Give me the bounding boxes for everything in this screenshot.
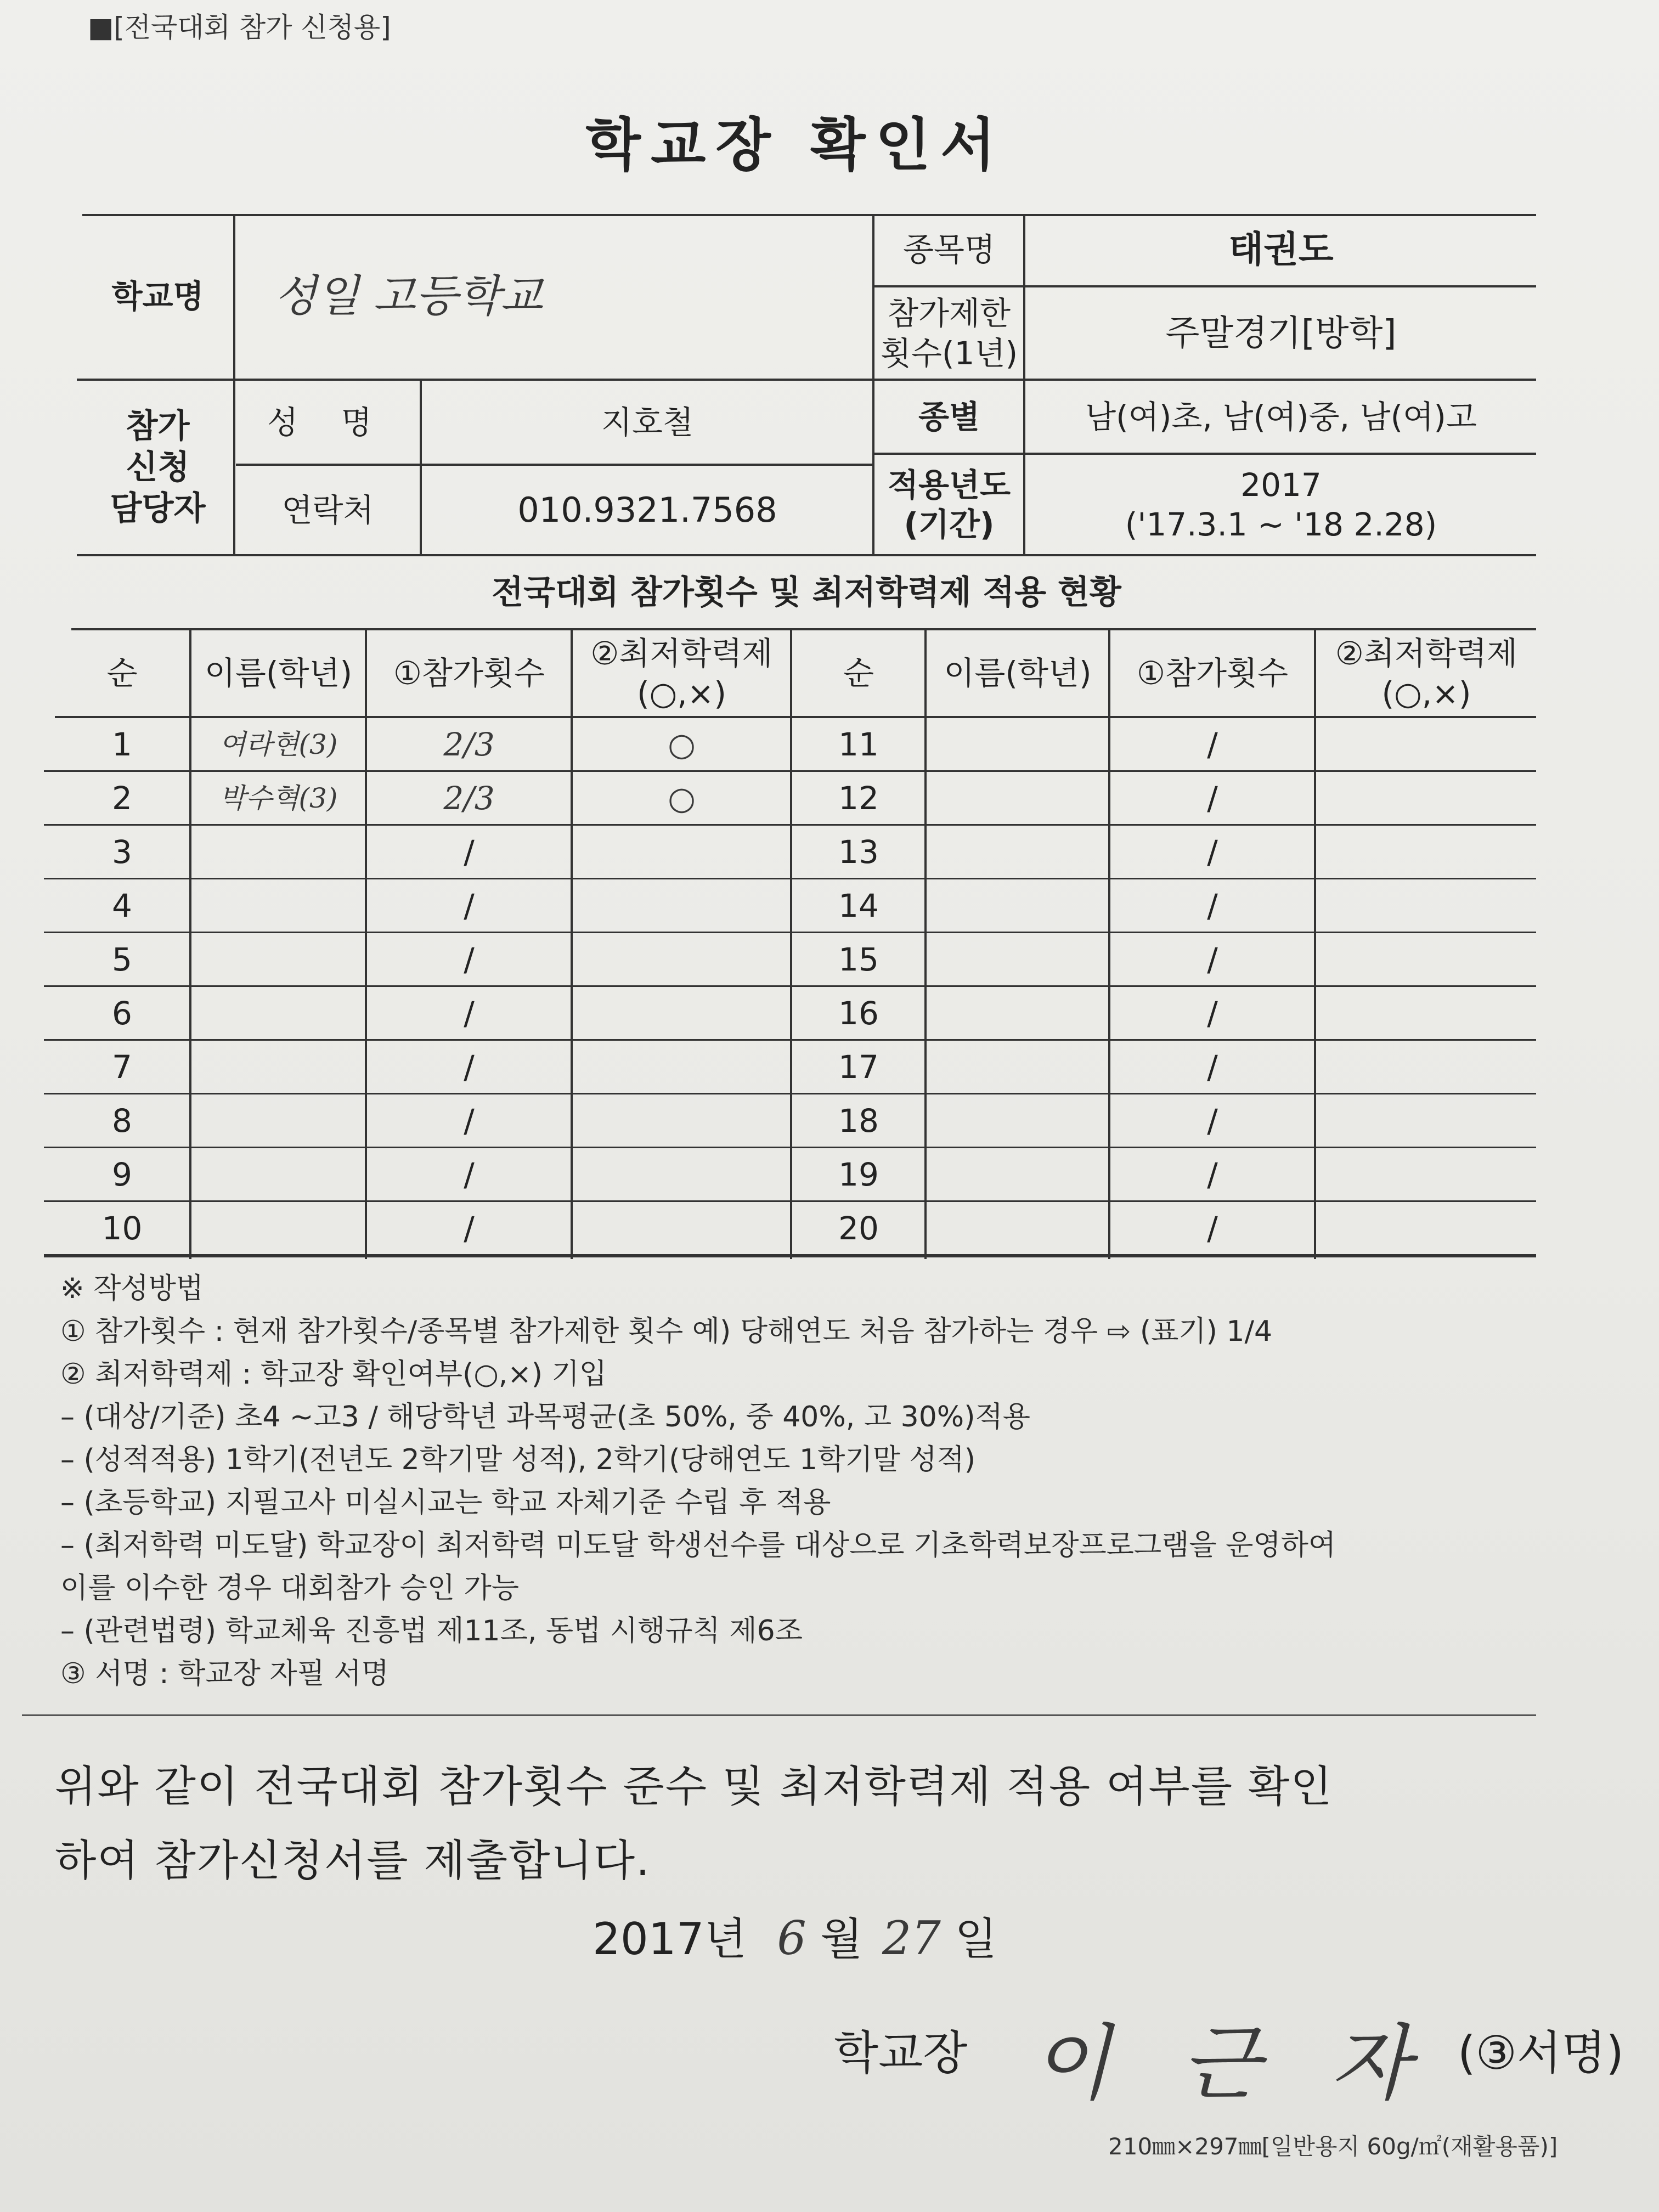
- table-cell-mark: [1317, 1041, 1536, 1093]
- table-cell-no: 10: [101, 1209, 143, 1247]
- table-cell-name: 여라현(3): [219, 728, 338, 760]
- table-cell-mark: [1317, 772, 1536, 824]
- table-cell-count: /: [1207, 1102, 1218, 1139]
- table-border: [872, 214, 874, 554]
- table-cell-no: 3: [112, 833, 132, 871]
- col-header-no-right: 순: [843, 654, 874, 692]
- date-year: 2017년: [592, 1914, 747, 1965]
- table-border: [236, 464, 872, 466]
- principal-sign-note: (③서명): [1457, 2025, 1624, 2080]
- table-cell-no: 17: [838, 1048, 879, 1086]
- table-cell-mark: [573, 826, 790, 878]
- table-cell-no: 6: [112, 994, 132, 1032]
- col-header-academic-line2: (○,×): [637, 674, 726, 712]
- table-cell-no: 4: [112, 887, 132, 924]
- instruction-line: – (성적적용) 1학기(전년도 2학기말 성적), 2학기(당해연도 1학기말 성적): [60, 1443, 976, 1476]
- phone-label: 연락처: [281, 491, 374, 529]
- table-cell-count: /: [464, 1209, 475, 1247]
- gender-label: 종별: [918, 398, 980, 436]
- col-header-academic-line1: ②최저학력제: [590, 635, 773, 672]
- table-border: [365, 628, 367, 1259]
- table-border: [233, 214, 235, 554]
- table-cell-mark: [1317, 988, 1536, 1039]
- year-value: [1026, 455, 1536, 554]
- date-day-value: 27: [882, 1911, 941, 1965]
- table-border: [71, 628, 1536, 630]
- instruction-line: – (초등학교) 지필고사 미실시교는 학교 자체기준 수립 후 적용: [60, 1486, 831, 1519]
- table-cell-no: 8: [112, 1102, 132, 1139]
- col-header-count: ①참가횟수: [393, 654, 545, 692]
- table-border: [571, 628, 573, 1259]
- table-cell-no: 16: [838, 994, 879, 1032]
- table-cell-name: [192, 1041, 365, 1093]
- table-cell-count: /: [1207, 940, 1218, 978]
- table-cell-no: 5: [112, 940, 132, 978]
- paper-spec-footer: 210㎜×297㎜[일반용지 60g/㎡(재활용품)]: [1108, 2133, 1558, 2160]
- table-cell-name: [927, 1041, 1108, 1093]
- table-cell-mark: [573, 934, 790, 985]
- table-cell-mark: [1317, 1203, 1536, 1254]
- contact-label-line3: 담당자: [110, 489, 206, 528]
- table-cell-name: [927, 880, 1108, 932]
- table-cell-mark: ○: [668, 779, 696, 817]
- table-cell-name: [927, 772, 1108, 824]
- col-header-count-right: ①참가횟수: [1136, 654, 1289, 692]
- limit-label-line1: 참가제한: [887, 295, 1011, 332]
- table-cell-name: [192, 988, 365, 1039]
- table-cell-name: [927, 1149, 1108, 1200]
- table-border: [77, 554, 1536, 556]
- table-cell-name: [192, 1149, 365, 1200]
- header-note: ■[전국대회 참가 신청용]: [88, 12, 391, 43]
- instruction-line: ① 참가횟수 : 현재 참가횟수/종목별 참가제한 횟수 예) 당해연도 처음 참가하는 경우 ⇨ (표기) 1/4: [60, 1315, 1273, 1348]
- table-border: [77, 379, 1536, 381]
- table-cell-no: 15: [838, 940, 879, 978]
- col-header-academic-right-line1: ②최저학력제: [1335, 635, 1518, 672]
- confirmation-statement: [55, 1750, 1580, 1898]
- table-border: [790, 628, 792, 1259]
- table-cell-count: 2/3: [443, 779, 495, 817]
- table-cell-name: [927, 934, 1108, 985]
- principal-signature: 이 근 자: [1031, 2016, 1432, 2112]
- table-border: [924, 628, 927, 1259]
- statement-line2: 하여 참가신청서를 제출합니다.: [55, 1836, 651, 1886]
- year-value-year: 2017: [1240, 466, 1322, 504]
- limit-label: [875, 288, 1023, 379]
- year-label: [875, 455, 1023, 554]
- contact-label: [82, 381, 233, 554]
- table-cell-name: [927, 1095, 1108, 1147]
- table-cell-no: 14: [838, 887, 879, 924]
- instruction-line: ③ 서명 : 학교장 자필 서명: [60, 1657, 389, 1690]
- col-header-academic-right: [1317, 631, 1536, 716]
- table-cell-no: 11: [838, 725, 879, 763]
- table-border: [872, 453, 1536, 455]
- col-header-name: 이름(학년): [204, 654, 353, 692]
- table-cell-name: [192, 1095, 365, 1147]
- table-cell-name: [192, 826, 365, 878]
- year-label-line2: (기간): [904, 506, 995, 543]
- table-cell-mark: [573, 1149, 790, 1200]
- contact-label-line1: 참가: [126, 407, 190, 445]
- name-value: 지호철: [601, 403, 694, 441]
- table-cell-count: /: [1207, 994, 1218, 1032]
- table-cell-no: 13: [838, 833, 879, 871]
- table-border: [189, 628, 191, 1259]
- table-cell-no: 2: [112, 779, 132, 817]
- date-line: [592, 1904, 997, 1967]
- name-label: 성 명: [267, 403, 388, 441]
- table-cell-count: /: [464, 940, 475, 978]
- year-value-period: ('17.3.1 ~ '18 2.28): [1125, 506, 1437, 543]
- table-cell-mark: [573, 1041, 790, 1093]
- year-label-line1: 적용년도: [887, 466, 1011, 504]
- table-cell-count: /: [1207, 887, 1218, 924]
- table-cell-no: 18: [838, 1102, 879, 1139]
- phone-value: 010.9321.7568: [517, 490, 777, 531]
- table-cell-count: /: [464, 833, 475, 871]
- table-cell-count: /: [464, 1155, 475, 1193]
- table-cell-no: 9: [112, 1155, 132, 1193]
- statement-line1: 위와 같이 전국대회 참가횟수 준수 및 최저학력제 적용 여부를 확인: [55, 1762, 1333, 1812]
- table-border: [1108, 628, 1110, 1259]
- table-cell-count: /: [1207, 833, 1218, 871]
- table-cell-count: /: [1207, 1209, 1218, 1247]
- table-cell-mark: [1317, 826, 1536, 878]
- section-divider: [22, 1714, 1536, 1716]
- table-cell-mark: [1317, 1095, 1536, 1147]
- table-cell-name: [927, 1203, 1108, 1254]
- table-cell-name: [192, 880, 365, 932]
- table-cell-mark: [573, 880, 790, 932]
- table-cell-no: 7: [112, 1048, 132, 1086]
- table-cell-mark: [1317, 934, 1536, 985]
- sport-label: 종목명: [902, 230, 996, 268]
- table-border: [872, 285, 1536, 287]
- table-cell-name: [927, 988, 1108, 1039]
- school-label: 학교명: [111, 277, 204, 315]
- col-header-no: 순: [106, 654, 138, 692]
- table-subtitle: 전국대회 참가횟수 및 최저학력제 적용 현황: [492, 573, 1121, 612]
- table-cell-mark: [1317, 880, 1536, 932]
- principal-line: [834, 1997, 1624, 2115]
- table-cell-count: /: [1207, 1048, 1218, 1086]
- document-title: 학교장 확인서: [585, 111, 1006, 178]
- table-cell-mark: [573, 988, 790, 1039]
- col-header-academic: [573, 631, 790, 716]
- instruction-line: – (대상/기준) 초4 ~고3 / 해당학년 과목평균(초 50%, 중 40%, 고 30%)적용: [60, 1401, 1030, 1434]
- date-month-unit: 월: [820, 1914, 863, 1965]
- instruction-line: ※ 작성방법: [60, 1272, 204, 1305]
- table-cell-mark: [573, 1095, 790, 1147]
- table-border: [1314, 628, 1316, 1259]
- date-day-unit: 일: [955, 1914, 997, 1965]
- col-header-academic-right-line2: (○,×): [1381, 674, 1471, 712]
- table-cell-mark: [573, 1203, 790, 1254]
- limit-label-line2: 횟수(1년): [880, 334, 1018, 372]
- date-month-value: 6: [777, 1911, 806, 1965]
- school-value: 성일 고등학교: [274, 270, 543, 321]
- instruction-line: 이를 이수한 경우 대회참가 승인 가능: [60, 1572, 520, 1605]
- table-cell-mark: [1317, 719, 1536, 770]
- limit-value: 주말경기[방학]: [1165, 313, 1397, 354]
- table-cell-count: /: [1207, 725, 1218, 763]
- table-cell-mark: [1317, 1149, 1536, 1200]
- table-cell-count: 2/3: [443, 725, 495, 763]
- gender-value: 남(여)초, 남(여)중, 남(여)고: [1085, 398, 1477, 436]
- table-border: [1023, 214, 1025, 554]
- table-cell-name: [927, 719, 1108, 770]
- principal-label: 학교장: [834, 2025, 968, 2080]
- instruction-line: ② 최저학력제 : 학교장 확인여부(○,×) 기입: [60, 1358, 607, 1391]
- table-cell-no: 19: [838, 1155, 879, 1193]
- table-cell-count: /: [464, 1048, 475, 1086]
- writing-instructions: [60, 1267, 1596, 1695]
- table-cell-no: 20: [838, 1209, 879, 1247]
- table-cell-count: /: [1207, 779, 1218, 817]
- table-cell-name: [192, 1203, 365, 1254]
- table-cell-name: [927, 826, 1108, 878]
- sport-value: 태권도: [1228, 228, 1334, 270]
- table-cell-count: /: [464, 1102, 475, 1139]
- table-cell-name: [192, 934, 365, 985]
- table-cell-count: /: [1207, 1155, 1218, 1193]
- table-cell-name: 박수혁(3): [219, 782, 338, 814]
- table-cell-count: /: [464, 994, 475, 1032]
- table-cell-no: 12: [838, 779, 879, 817]
- table-cell-mark: ○: [668, 725, 696, 763]
- instruction-line: – (최저학력 미도달) 학교장이 최저학력 미도달 학생선수를 대상으로 기초학력보장프로그램을 운영하여: [60, 1529, 1336, 1562]
- table-cell-no: 1: [112, 725, 132, 763]
- table-border: [420, 379, 422, 554]
- col-header-name-right: 이름(학년): [944, 654, 1092, 692]
- contact-label-line2: 신청: [126, 448, 190, 487]
- table-cell-count: /: [464, 887, 475, 924]
- instruction-line: – (관련법령) 학교체육 진흥법 제11조, 동법 시행규칙 제6조: [60, 1615, 803, 1647]
